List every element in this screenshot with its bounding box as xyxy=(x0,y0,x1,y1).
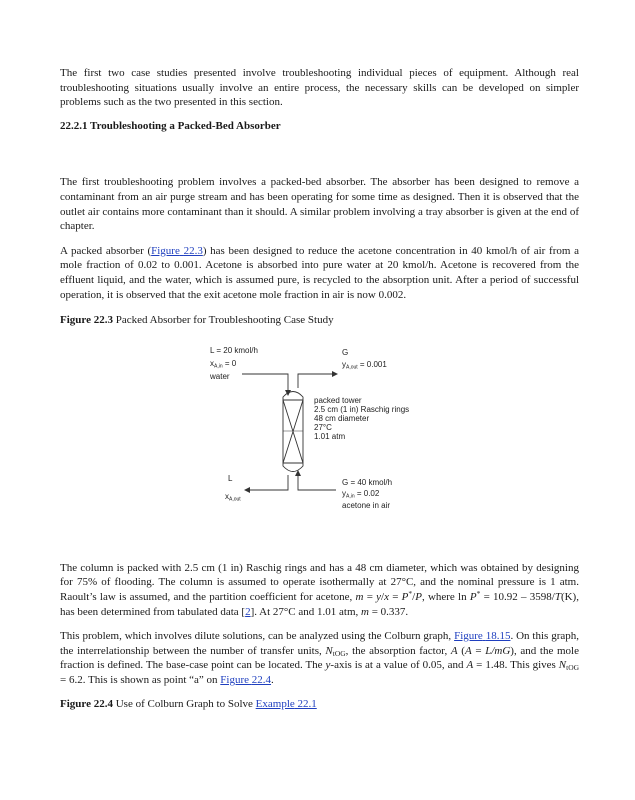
figure-18-15-link[interactable]: Figure 18.15 xyxy=(454,630,511,643)
section-heading: 22.2.1 Troubleshooting a Packed-Bed Absorber xyxy=(60,119,281,132)
tower-label-pressure: 1.01 atm xyxy=(314,431,346,441)
tower-label-type: packed tower xyxy=(314,395,362,405)
document-page xyxy=(60,66,579,712)
intro-paragraph: The first two case studies presented involve troubleshooting individual pieces of equipment. Although real troubleshooting situations usually involve an entire process, the necessary skills can be developed on simpler problems such as the two presented in this section. xyxy=(60,67,579,109)
liquid-inlet-line xyxy=(242,374,291,396)
gas-outlet-line xyxy=(298,371,338,388)
tower-label-packing: 2.5 cm (1 in) Raschig rings xyxy=(314,404,410,414)
packed-absorber-figure xyxy=(60,342,579,547)
problem-paragraph: The first troubleshooting problem involves a packed-bed absorber. The absorber has been designed to remove a contaminant from an air purge stream and has been operating for some time as designed. Then it is observed that the outlet air contains more contaminant than it should. A similar problem involving a tray absorber is given at the end of chapter. xyxy=(60,176,579,233)
figure-22-3-link[interactable]: Figure 22.3 xyxy=(151,244,203,257)
packed-absorber-diagram xyxy=(60,342,579,547)
gas-inlet-line xyxy=(295,470,336,490)
liquid-outlet-line xyxy=(244,475,288,493)
tower-label-diameter: 48 cm diameter xyxy=(314,413,370,423)
liquid-inlet-fraction-label: xA,in = 0 xyxy=(210,358,237,370)
gas-outlet-fraction-label: yA,out = 0.001 xyxy=(342,359,387,371)
reference-2-link[interactable]: 2 xyxy=(245,605,251,618)
column-paragraph: The column is packed with 2.5 cm (1 in) Raschig rings and has a 48 cm diameter, which was obtained by designing for 75% of flooding. The column is assumed to operate isothermally at 27°C, and the nominal pressure is 1 atm. Raoult’s law is assumed, and the partition coefficient for acetone, m = y/x = P*/P, where ln P* = 10.92 – 3598/T(K), has been determined from tabulated data [2]. At 27°C and 1.01 atm, m = 0.337. xyxy=(60,561,579,618)
absorber-paragraph: A packed absorber (Figure 22.3) has been designed to reduce the acetone concentration in 40 kmol/h of air from a mole fraction of 0.02 to 0.001. Acetone is absorbed into pure water at 20 kmol/h. Acetone is recovered from the effluent liquid, and the water, which is assumed pure, is recycled to the absorption unit. After a period of successful operation, it is observed that the exit acetone mole fraction in air is now 0.002. xyxy=(60,244,579,301)
figure-22-4-link[interactable]: Figure 22.4 xyxy=(220,673,272,686)
figure-22-3-caption: Figure 22.3 Packed Absorber for Troubleshooting Case Study xyxy=(60,314,334,327)
figure-22-4-caption: Figure 22.4 Use of Colburn Graph to Solve Example 22.1 xyxy=(60,698,317,711)
gas-outlet-label: G xyxy=(342,347,349,357)
packed-tower-shape xyxy=(283,391,303,471)
colburn-paragraph: This problem, which involves dilute solutions, can be analyzed using the Colburn graph, Figure 18.15. On this graph, the interrelationship between the number of transfer units, $N_{tOG}$, the absorption factor, A (A = L/mG), and the mole fraction is defined. The base-case point can be located. The y-axis is at a value of 0.05, and A = 1.48. This gives $N_{tOG} = 6.2$. This is shown as point “a” on Figure 22.4. xyxy=(60,630,580,686)
liquid-outlet-label: L xyxy=(228,473,233,483)
acetone-in-air-label: acetone in air xyxy=(342,500,391,510)
liquid-inlet-flow-label: L = 20 kmol/h xyxy=(210,345,258,355)
gas-inlet-fraction-label: yA,in = 0.02 xyxy=(342,488,380,500)
example-22-1-link[interactable]: Example 22.1 xyxy=(255,698,317,711)
tower-label-temperature: 27°C xyxy=(314,422,332,432)
liquid-outlet-fraction-label: xA,out xyxy=(225,491,241,503)
water-label: water xyxy=(210,371,230,381)
gas-inlet-flow-label: G = 40 kmol/h xyxy=(342,477,393,487)
